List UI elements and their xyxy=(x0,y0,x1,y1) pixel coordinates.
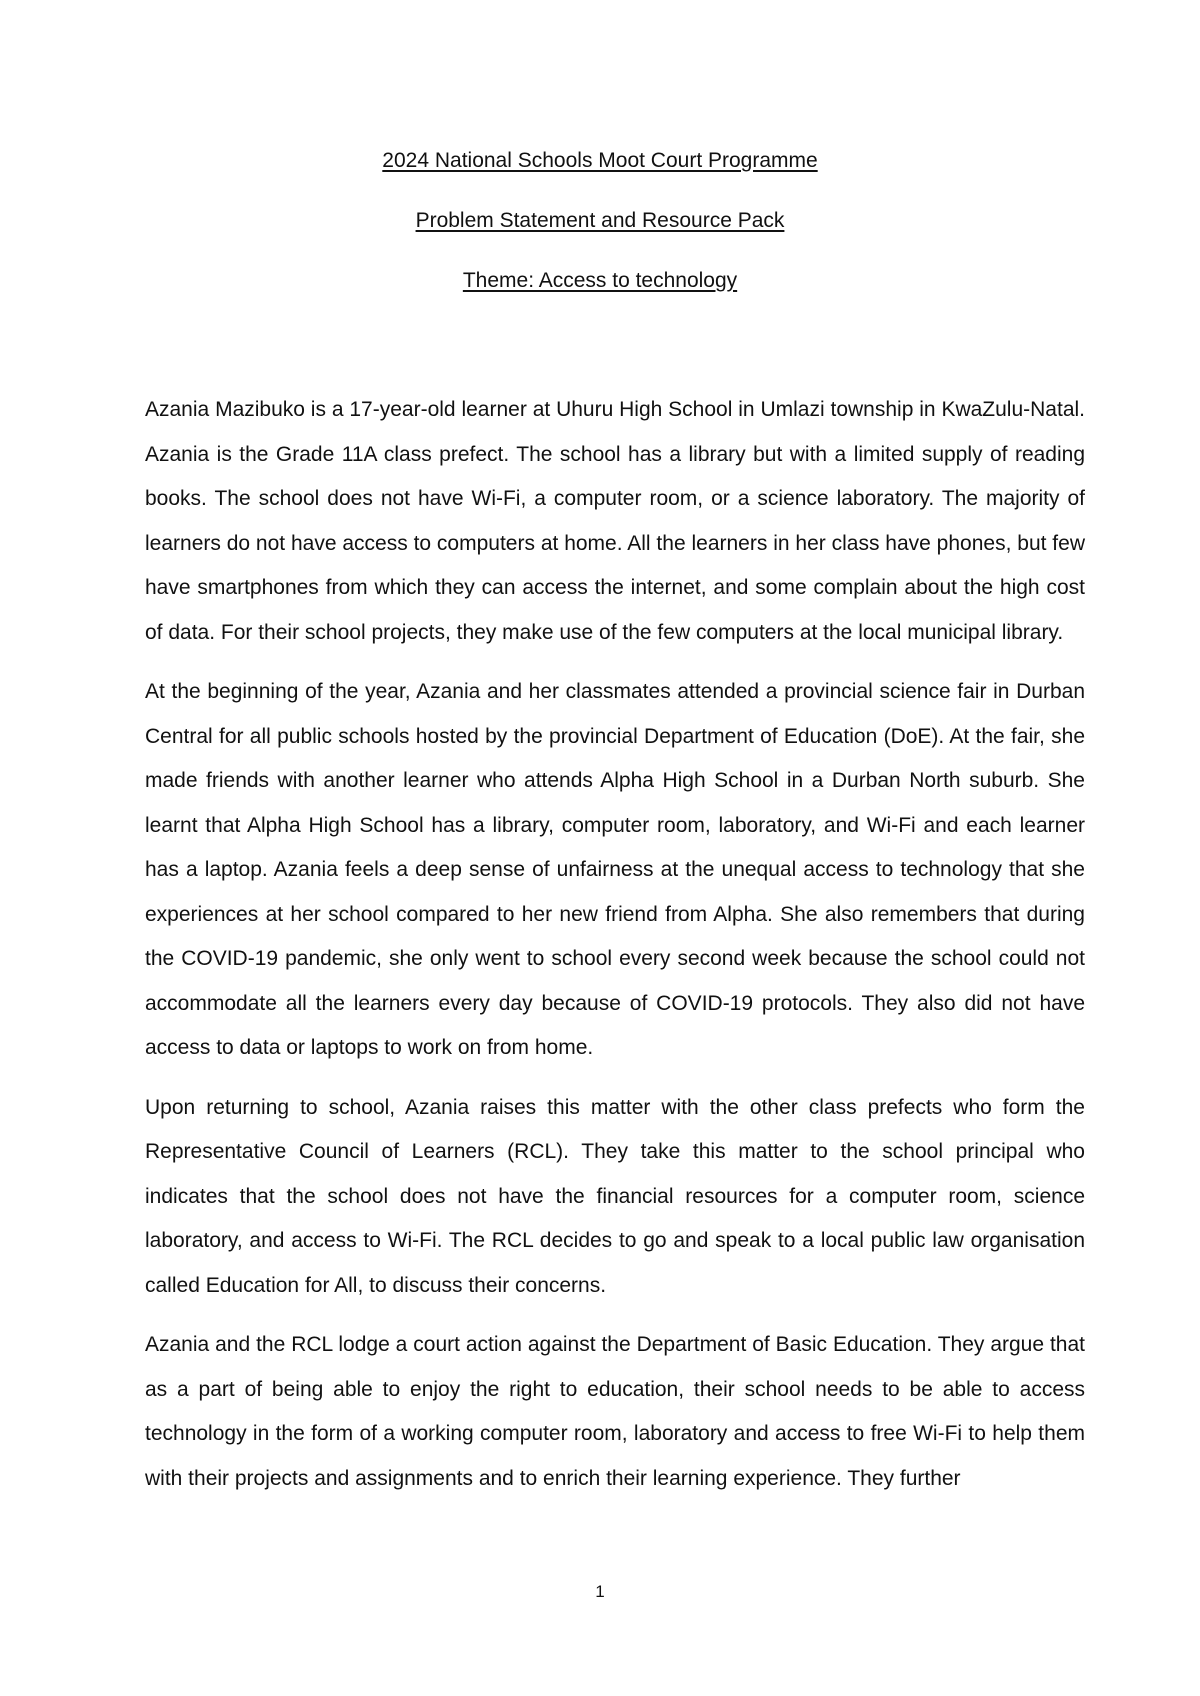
paragraph: Azania and the RCL lodge a court action against the Department of Basic Education. They argue that as a part of being able to enjoy the right to education, their school needs to be able to access technology in the form of a working computer room, laboratory and access to free Wi-Fi to help them with their projects and assignments and to enrich their learning experience. They further xyxy=(145,1333,1085,1490)
page-number: 1 xyxy=(595,1582,605,1601)
document-title: 2024 National Schools Moot Court Programme xyxy=(382,149,818,172)
document-theme: Theme: Access to technology xyxy=(462,269,738,292)
paragraph: Upon returning to school, Azania raises this matter with the other class prefects who form the Representative Council of Learners (RCL). They take this matter to the school principal who indicates that the school does not have the financial resources for a computer room, science laboratory, and access to Wi-Fi. The RCL decides to go and speak to a local public law organisation called Education for All, to discuss their concerns. xyxy=(145,1095,1085,1297)
document-subtitle: Problem Statement and Resource Pack xyxy=(415,209,785,232)
paragraph: At the beginning of the year, Azania and her classmates attended a provincial science fair in Durban Central for all public schools hosted by the provincial Department of Education (DoE). At the fair, she made friends with another learner who attends Alpha High School in a Durban North suburb. She learnt that Alpha High School has a library, computer room, laboratory, and Wi-Fi and each learner has a laptop. Azania feels a deep sense of unfairness at the unequal access to technology that she experiences at her school compared to her new friend from Alpha. She also remembers that during the COVID-19 pandemic, she only went to school every second week because the school could not accommodate all the learners every day because of COVID-19 protocols. They also did not have access to data or laptops to work on from home. xyxy=(145,680,1085,1059)
paragraph: Azania Mazibuko is a 17-year-old learner at Uhuru High School in Umlazi township in KwaZulu-Natal. Azania is the Grade 11A class prefect. The school has a library but with a limited supply of reading books. The school does not have Wi-Fi, a computer room, or a science laboratory. The majority of learners do not have access to computers at home. All the learners in her class have phones, but few have smartphones from which they can access the internet, and some complain about the high cost of data. For their school projects, they make use of the few computers at the local municipal library. xyxy=(145,398,1085,644)
document-body xyxy=(145,388,1085,1516)
